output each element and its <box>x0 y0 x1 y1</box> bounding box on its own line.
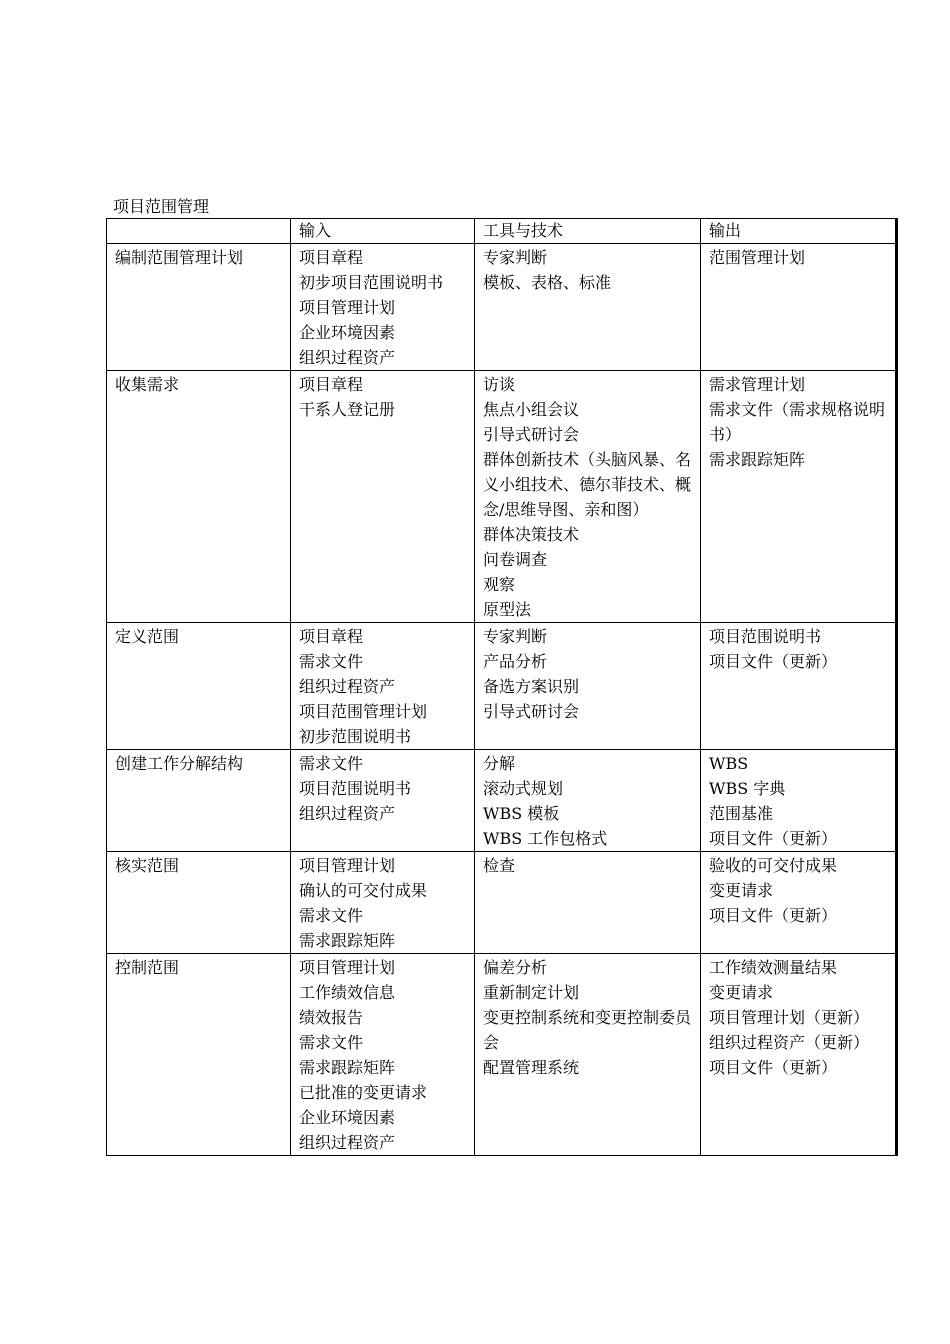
tool-item: 偏差分析 <box>483 958 548 977</box>
input-item: 需求跟踪矩阵 <box>299 931 396 950</box>
input-item: 企业环境因素 <box>299 1108 396 1127</box>
input-item: 需求文件 <box>299 754 364 773</box>
inputs-cell <box>291 244 475 371</box>
input-item: 项目管理计划 <box>299 298 396 317</box>
input-item: 项目管理计划 <box>299 958 396 977</box>
tool-item: 模板、表格、标准 <box>483 273 612 292</box>
output-item: 组织过程资产（更新） <box>709 1033 870 1052</box>
process-name: 核实范围 <box>115 856 180 875</box>
outputs-cell <box>701 954 897 1156</box>
output-item: WBS <box>709 754 749 773</box>
tool-item: 访谈 <box>483 375 516 394</box>
tool-item: 重新制定计划 <box>483 983 580 1002</box>
output-item: 工作绩效测量结果 <box>709 958 838 977</box>
tool-item: 问卷调查 <box>483 550 548 569</box>
input-item: 组织过程资产 <box>299 1133 396 1152</box>
outputs-cell <box>701 750 897 852</box>
input-item: 初步范围说明书 <box>299 727 412 746</box>
output-item: 验收的可交付成果 <box>709 856 838 875</box>
input-item: 项目范围管理计划 <box>299 702 428 721</box>
input-item: 项目章程 <box>299 248 364 267</box>
table-header-row <box>107 219 897 244</box>
tool-item: 观察 <box>483 575 516 594</box>
output-item: 项目文件（更新） <box>709 829 838 848</box>
header-inputs: 输入 <box>291 219 475 244</box>
input-item: 需求文件 <box>299 906 364 925</box>
table-row <box>107 623 897 750</box>
table-row <box>107 371 897 623</box>
outputs-cell <box>701 371 897 623</box>
tool-item: 群体决策技术 <box>483 525 580 544</box>
inputs-cell <box>291 954 475 1156</box>
tools-cell <box>475 244 701 371</box>
input-item: 组织过程资产 <box>299 677 396 696</box>
table-row <box>107 852 897 954</box>
output-item: 需求文件（需求规格说明书） <box>709 400 886 444</box>
tool-item: 检查 <box>483 856 516 875</box>
table-row <box>107 954 897 1156</box>
input-item: 需求跟踪矩阵 <box>299 1058 396 1077</box>
tools-cell <box>475 852 701 954</box>
tools-cell <box>475 954 701 1156</box>
document-title: 项目范围管理 <box>113 197 210 216</box>
outputs-cell <box>701 244 897 371</box>
table-body <box>107 244 897 1156</box>
tool-item: 分解 <box>483 754 516 773</box>
process-name: 控制范围 <box>115 958 180 977</box>
inputs-cell <box>291 750 475 852</box>
output-item: WBS 字典 <box>709 779 786 798</box>
input-item: 已批准的变更请求 <box>299 1083 428 1102</box>
tool-item: 专家判断 <box>483 248 548 267</box>
output-item: 项目管理计划（更新） <box>709 1008 870 1027</box>
table-row <box>107 244 897 371</box>
input-item: 需求文件 <box>299 1033 364 1052</box>
tool-item: WBS 模板 <box>483 804 560 823</box>
header-process <box>107 219 291 244</box>
inputs-cell <box>291 371 475 623</box>
tool-item: 产品分析 <box>483 652 548 671</box>
input-item: 组织过程资产 <box>299 348 396 367</box>
header-tools: 工具与技术 <box>475 219 701 244</box>
inputs-cell <box>291 623 475 750</box>
tool-item: 焦点小组会议 <box>483 400 580 419</box>
process-name-cell <box>107 750 291 852</box>
input-item: 项目章程 <box>299 375 364 394</box>
input-item: 需求文件 <box>299 652 364 671</box>
output-item: 变更请求 <box>709 881 774 900</box>
header-outputs: 输出 <box>701 219 897 244</box>
input-item: 组织过程资产 <box>299 804 396 823</box>
outputs-cell <box>701 852 897 954</box>
output-item: 需求管理计划 <box>709 375 806 394</box>
input-item: 干系人登记册 <box>299 400 396 419</box>
inputs-cell <box>291 852 475 954</box>
tool-item: 原型法 <box>483 600 532 619</box>
input-item: 项目范围说明书 <box>299 779 412 798</box>
tool-item: 备选方案识别 <box>483 677 580 696</box>
input-item: 项目管理计划 <box>299 856 396 875</box>
tool-item: 专家判断 <box>483 627 548 646</box>
input-item: 工作绩效信息 <box>299 983 396 1002</box>
process-name: 收集需求 <box>115 375 180 394</box>
process-name: 定义范围 <box>115 627 180 646</box>
tool-item: 群体创新技术（头脑风暴、名义小组技术、德尔菲技术、概念/思维导图、亲和图） <box>483 450 692 519</box>
output-item: 范围管理计划 <box>709 248 806 267</box>
scope-management-table <box>106 218 898 1156</box>
output-item: 变更请求 <box>709 983 774 1002</box>
process-name: 编制范围管理计划 <box>115 248 244 267</box>
input-item: 初步项目范围说明书 <box>299 273 444 292</box>
tools-cell <box>475 371 701 623</box>
tool-item: WBS 工作包格式 <box>483 829 608 848</box>
process-name-cell <box>107 852 291 954</box>
process-name-cell <box>107 954 291 1156</box>
input-item: 绩效报告 <box>299 1008 364 1027</box>
output-item: 项目文件（更新） <box>709 906 838 925</box>
process-name-cell <box>107 371 291 623</box>
tool-item: 变更控制系统和变更控制委员会 <box>483 1008 692 1052</box>
output-item: 范围基准 <box>709 804 774 823</box>
tool-item: 滚动式规划 <box>483 779 564 798</box>
output-item: 项目文件（更新） <box>709 1058 838 1077</box>
input-item: 项目章程 <box>299 627 364 646</box>
input-item: 确认的可交付成果 <box>299 881 428 900</box>
table-row <box>107 750 897 852</box>
tools-cell <box>475 750 701 852</box>
input-item: 企业环境因素 <box>299 323 396 342</box>
tools-cell <box>475 623 701 750</box>
output-item: 项目文件（更新） <box>709 652 838 671</box>
process-name-cell <box>107 244 291 371</box>
output-item: 项目范围说明书 <box>709 627 822 646</box>
process-name: 创建工作分解结构 <box>115 754 244 773</box>
tool-item: 引导式研讨会 <box>483 425 580 444</box>
outputs-cell <box>701 623 897 750</box>
tool-item: 配置管理系统 <box>483 1058 580 1077</box>
process-name-cell <box>107 623 291 750</box>
output-item: 需求跟踪矩阵 <box>709 450 806 469</box>
tool-item: 引导式研讨会 <box>483 702 580 721</box>
